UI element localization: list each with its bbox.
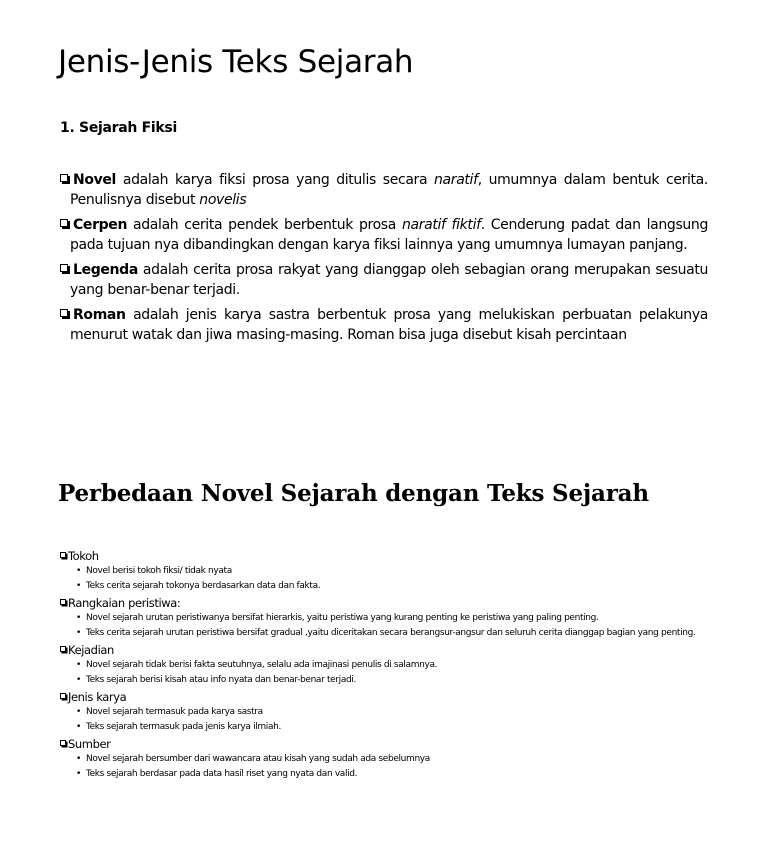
checkbox-bullet-icon — [60, 552, 66, 558]
comparison-group — [60, 642, 720, 687]
term-label: Roman — [73, 307, 126, 323]
bullet-icon: • — [76, 707, 81, 717]
term-label: Legenda — [73, 262, 138, 278]
point-text: Novel berisi tokoh fiksi/ tidak nyata — [86, 566, 232, 576]
checkbox-bullet-icon — [60, 693, 66, 699]
bullet-icon: • — [76, 769, 81, 779]
bullet-icon: • — [76, 660, 81, 670]
list-item-roman — [60, 305, 708, 345]
group-heading — [60, 642, 720, 658]
item-emphasis: novelis — [199, 192, 247, 208]
item-emphasis: naratif fiktif — [401, 217, 481, 233]
list-item-novel — [60, 170, 708, 210]
bullet-icon: • — [76, 754, 81, 764]
group-heading — [60, 548, 720, 564]
group-heading-text: Jenis karya — [68, 690, 127, 704]
group-heading — [60, 595, 720, 611]
point-text: Teks cerita sejarah tokonya berdasarkan data dan fakta. — [86, 581, 321, 591]
checkbox-bullet-icon — [60, 219, 68, 227]
list-item-legenda — [60, 260, 708, 300]
term-label: Cerpen — [73, 217, 128, 233]
point-list — [60, 659, 720, 687]
point-text: Novel sejarah tidak berisi fakta seutuhnya, selalu ada imajinasi penulis di salamnya. — [86, 660, 438, 670]
list-item — [60, 659, 720, 672]
checkbox-bullet-icon — [60, 740, 66, 746]
point-text: Teks cerita sejarah urutan peristiwa bersifat gradual ,yaitu diceritakan secara berangsur-angsur dan seluruh cerita dianggap bagian yang penting. — [86, 628, 696, 638]
checkbox-bullet-icon — [60, 599, 66, 605]
list-item-cerpen — [60, 215, 708, 255]
item-text: , umumnya dalam bentuk cerita. Penulisnya disebut — [70, 172, 708, 208]
slide-title: Jenis-Jenis Teks Sejarah — [58, 44, 414, 80]
comparison-group — [60, 736, 720, 781]
point-list — [60, 706, 720, 734]
bullet-icon: • — [76, 722, 81, 732]
list-item — [60, 753, 720, 766]
point-text: Teks sejarah termasuk pada jenis karya ilmiah. — [86, 722, 281, 732]
checkbox-bullet-icon — [60, 264, 68, 272]
bullet-icon: • — [76, 628, 81, 638]
bullet-icon: • — [76, 675, 81, 685]
slide-perbedaan-novel-teks — [0, 430, 768, 866]
comparison-group — [60, 689, 720, 734]
slide-title: Perbedaan Novel Sejarah dengan Teks Sejarah — [58, 480, 649, 507]
point-list — [60, 565, 720, 593]
checkbox-bullet-icon — [60, 309, 68, 317]
point-text: Teks sejarah berdasar pada data hasil riset yang nyata dan valid. — [86, 769, 358, 779]
fiction-type-list — [60, 170, 708, 350]
item-emphasis: naratif — [434, 172, 478, 188]
point-list — [60, 753, 720, 781]
point-list — [60, 612, 720, 640]
section-heading: 1. Sejarah Fiksi — [60, 120, 177, 136]
comparison-list — [60, 548, 720, 783]
item-text: adalah karya fiksi prosa yang ditulis secara — [116, 172, 435, 188]
point-text: Novel sejarah bersumber dari wawancara atau kisah yang sudah ada sebelumnya — [86, 754, 430, 764]
list-item — [60, 721, 720, 734]
list-item — [60, 627, 720, 640]
group-heading-text: Rangkaian peristiwa: — [68, 596, 181, 610]
group-heading — [60, 689, 720, 705]
point-text: Novel sejarah termasuk pada karya sastra — [86, 707, 263, 717]
list-item — [60, 674, 720, 687]
group-heading-text: Tokoh — [68, 549, 99, 563]
comparison-group — [60, 548, 720, 593]
item-text: adalah jenis karya sastra berbentuk prosa yang melukiskan perbuatan pelakunya menurut watak dan jiwa masing-masing. Roman bisa juga disebut kisah percintaan — [70, 307, 708, 343]
list-item — [60, 565, 720, 578]
group-heading — [60, 736, 720, 752]
checkbox-bullet-icon — [60, 646, 66, 652]
group-heading-text: Kejadian — [68, 643, 114, 657]
list-item — [60, 768, 720, 781]
comparison-group — [60, 595, 720, 640]
bullet-icon: • — [76, 613, 81, 623]
item-text: . Cenderung padat dan langsung pada tujuan nya dibandingkan dengan karya fiksi lainnya yang umumnya lumayan panjang. — [70, 217, 708, 253]
group-heading-text: Sumber — [68, 737, 111, 751]
item-text: adalah cerita prosa rakyat yang dianggap oleh sebagian orang merupakan sesuatu yang benar-benar terjadi. — [70, 262, 708, 298]
bullet-icon: • — [76, 581, 81, 591]
list-item — [60, 706, 720, 719]
checkbox-bullet-icon — [60, 174, 68, 182]
list-item — [60, 580, 720, 593]
point-text: Novel sejarah urutan peristiwanya bersifat hierarkis, yaitu peristiwa yang kurang penting ke peristiwa yang paling penting. — [86, 613, 599, 623]
bullet-icon: • — [76, 566, 81, 576]
item-text: adalah cerita pendek berbentuk prosa — [127, 217, 402, 233]
slide-jenis-teks-sejarah — [0, 0, 768, 430]
list-item — [60, 612, 720, 625]
term-label: Novel — [73, 172, 117, 188]
point-text: Teks sejarah berisi kisah atau info nyata dan benar-benar terjadi. — [86, 675, 357, 685]
